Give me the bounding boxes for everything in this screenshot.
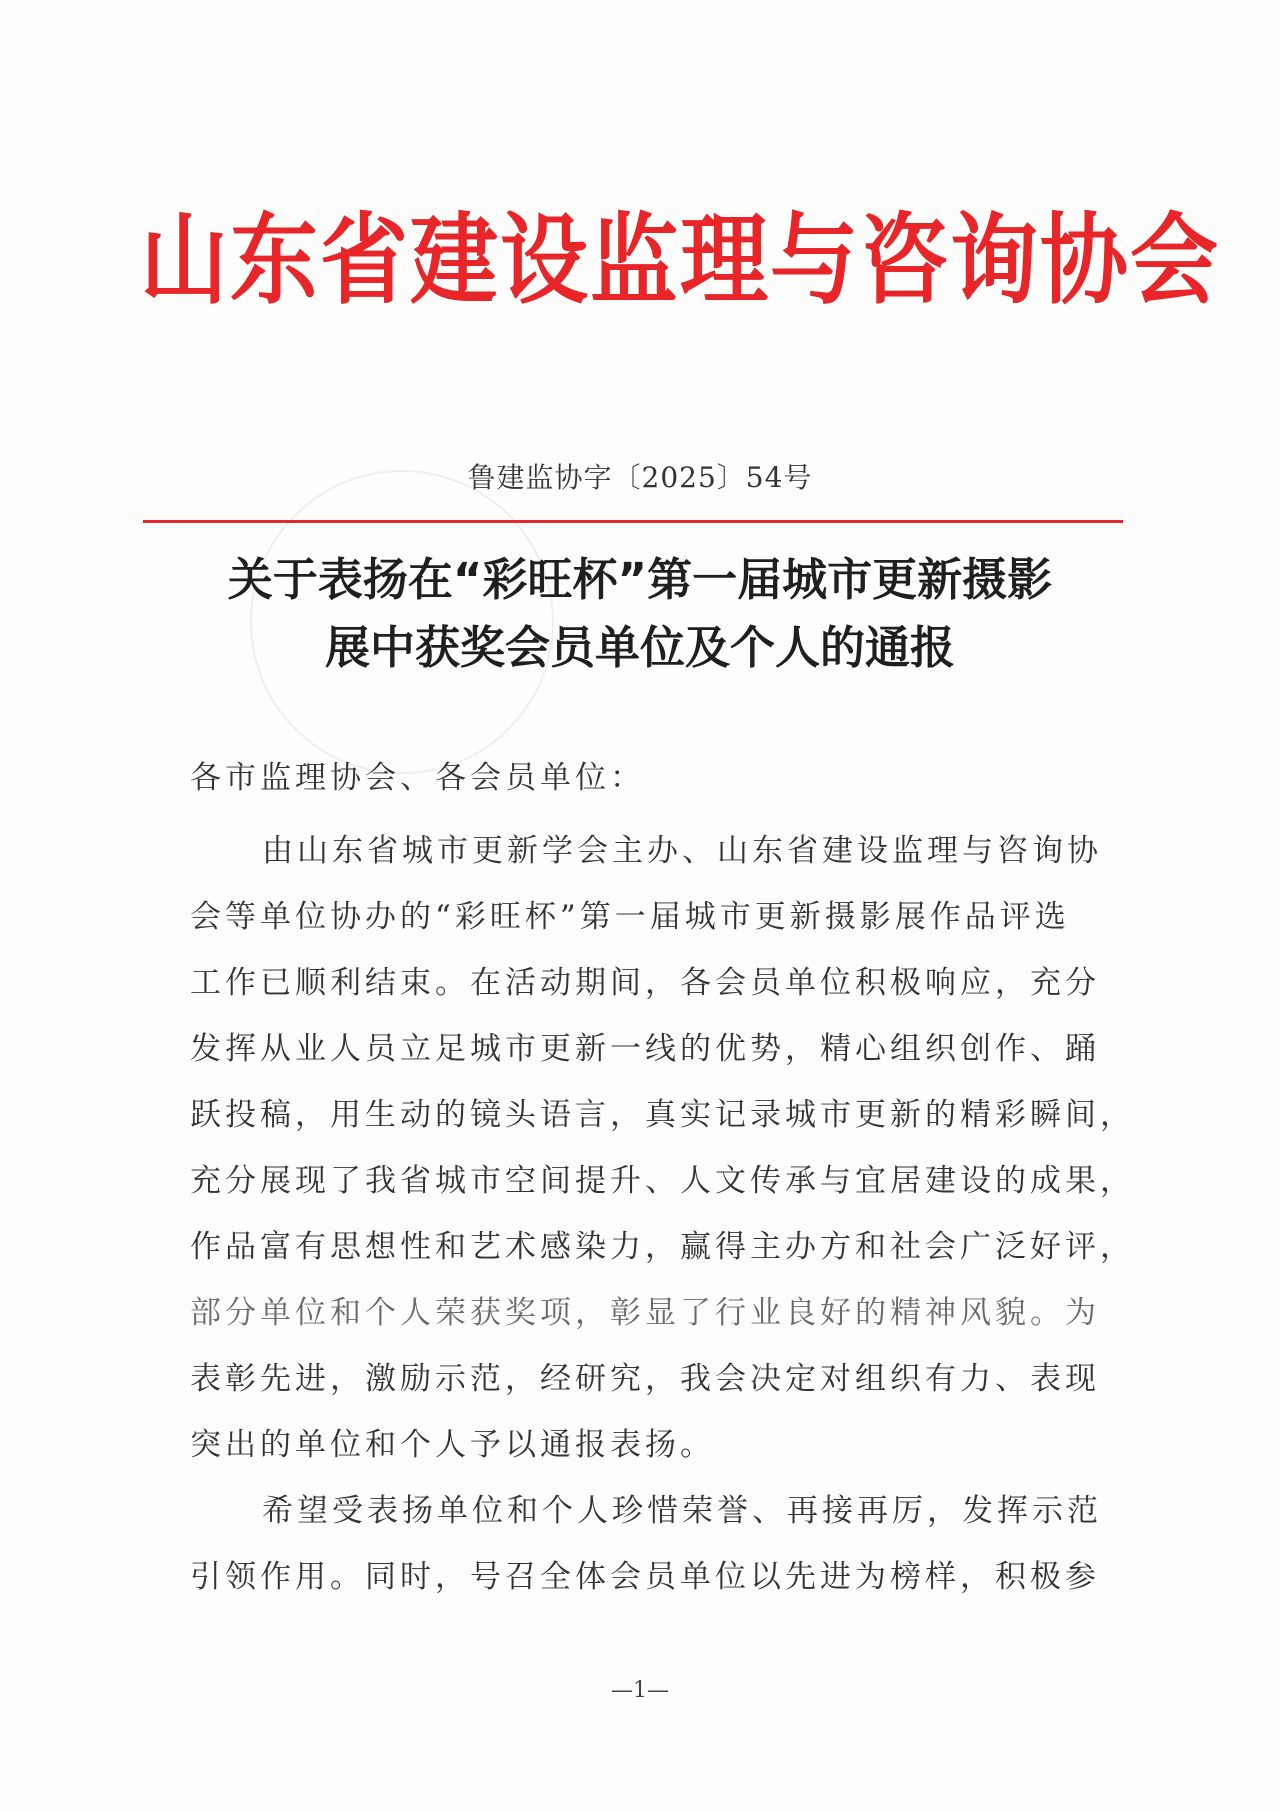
salutation: 各市监理协会、各会员单位： [190,760,645,796]
body-line: 表彰先进，激励示范，经研究，我会决定对组织有力、表现 [190,1361,1100,1397]
red-divider-line [143,520,1123,523]
title-line-2: 展中获奖会员单位及个人的通报 [324,621,955,674]
document-number: 鲁建监协字〔2025〕54号 [467,461,813,494]
body-paragraphs [190,818,1135,1610]
body-line: 跃投稿，用生动的镜头语言，真实记录城市更新的精彩瞬间， [190,1097,1135,1133]
body-line: 工作已顺利结束。在活动期间，各会员单位积极响应，充分 [190,965,1100,1001]
body-line: 部分单位和个人荣获奖项，彰显了行业良好的精神风貌。为 [190,1295,1100,1331]
body-line: 由山东省城市更新学会主办、山东省建设监理与咨询协 [262,833,1102,869]
body-line: 发挥从业人员立足城市更新一线的优势，精心组织创作、踊 [190,1031,1100,1067]
organization-header: 山东省建设监理与咨询协会 [140,200,1221,318]
body-line: 突出的单位和个人予以通报表扬。 [190,1427,715,1463]
page-number: —1— [611,1678,669,1703]
body-line: 希望受表扬单位和个人珍惜荣誉、再接再厉，发挥示范 [262,1493,1102,1529]
body-line: 会等单位协办的“彩旺杯”第一届城市更新摄影展作品评选 [190,899,1070,935]
document-title [150,546,1130,682]
body-line: 充分展现了我省城市空间提升、人文传承与宜居建设的成果， [190,1163,1135,1199]
title-line-1: 关于表扬在“彩旺杯”第一届城市更新摄影 [227,553,1053,606]
body-line: 引领作用。同时，号召全体会员单位以先进为榜样，积极参 [190,1559,1100,1595]
body-line: 作品富有思想性和艺术感染力，赢得主办方和社会广泛好评， [190,1229,1135,1265]
